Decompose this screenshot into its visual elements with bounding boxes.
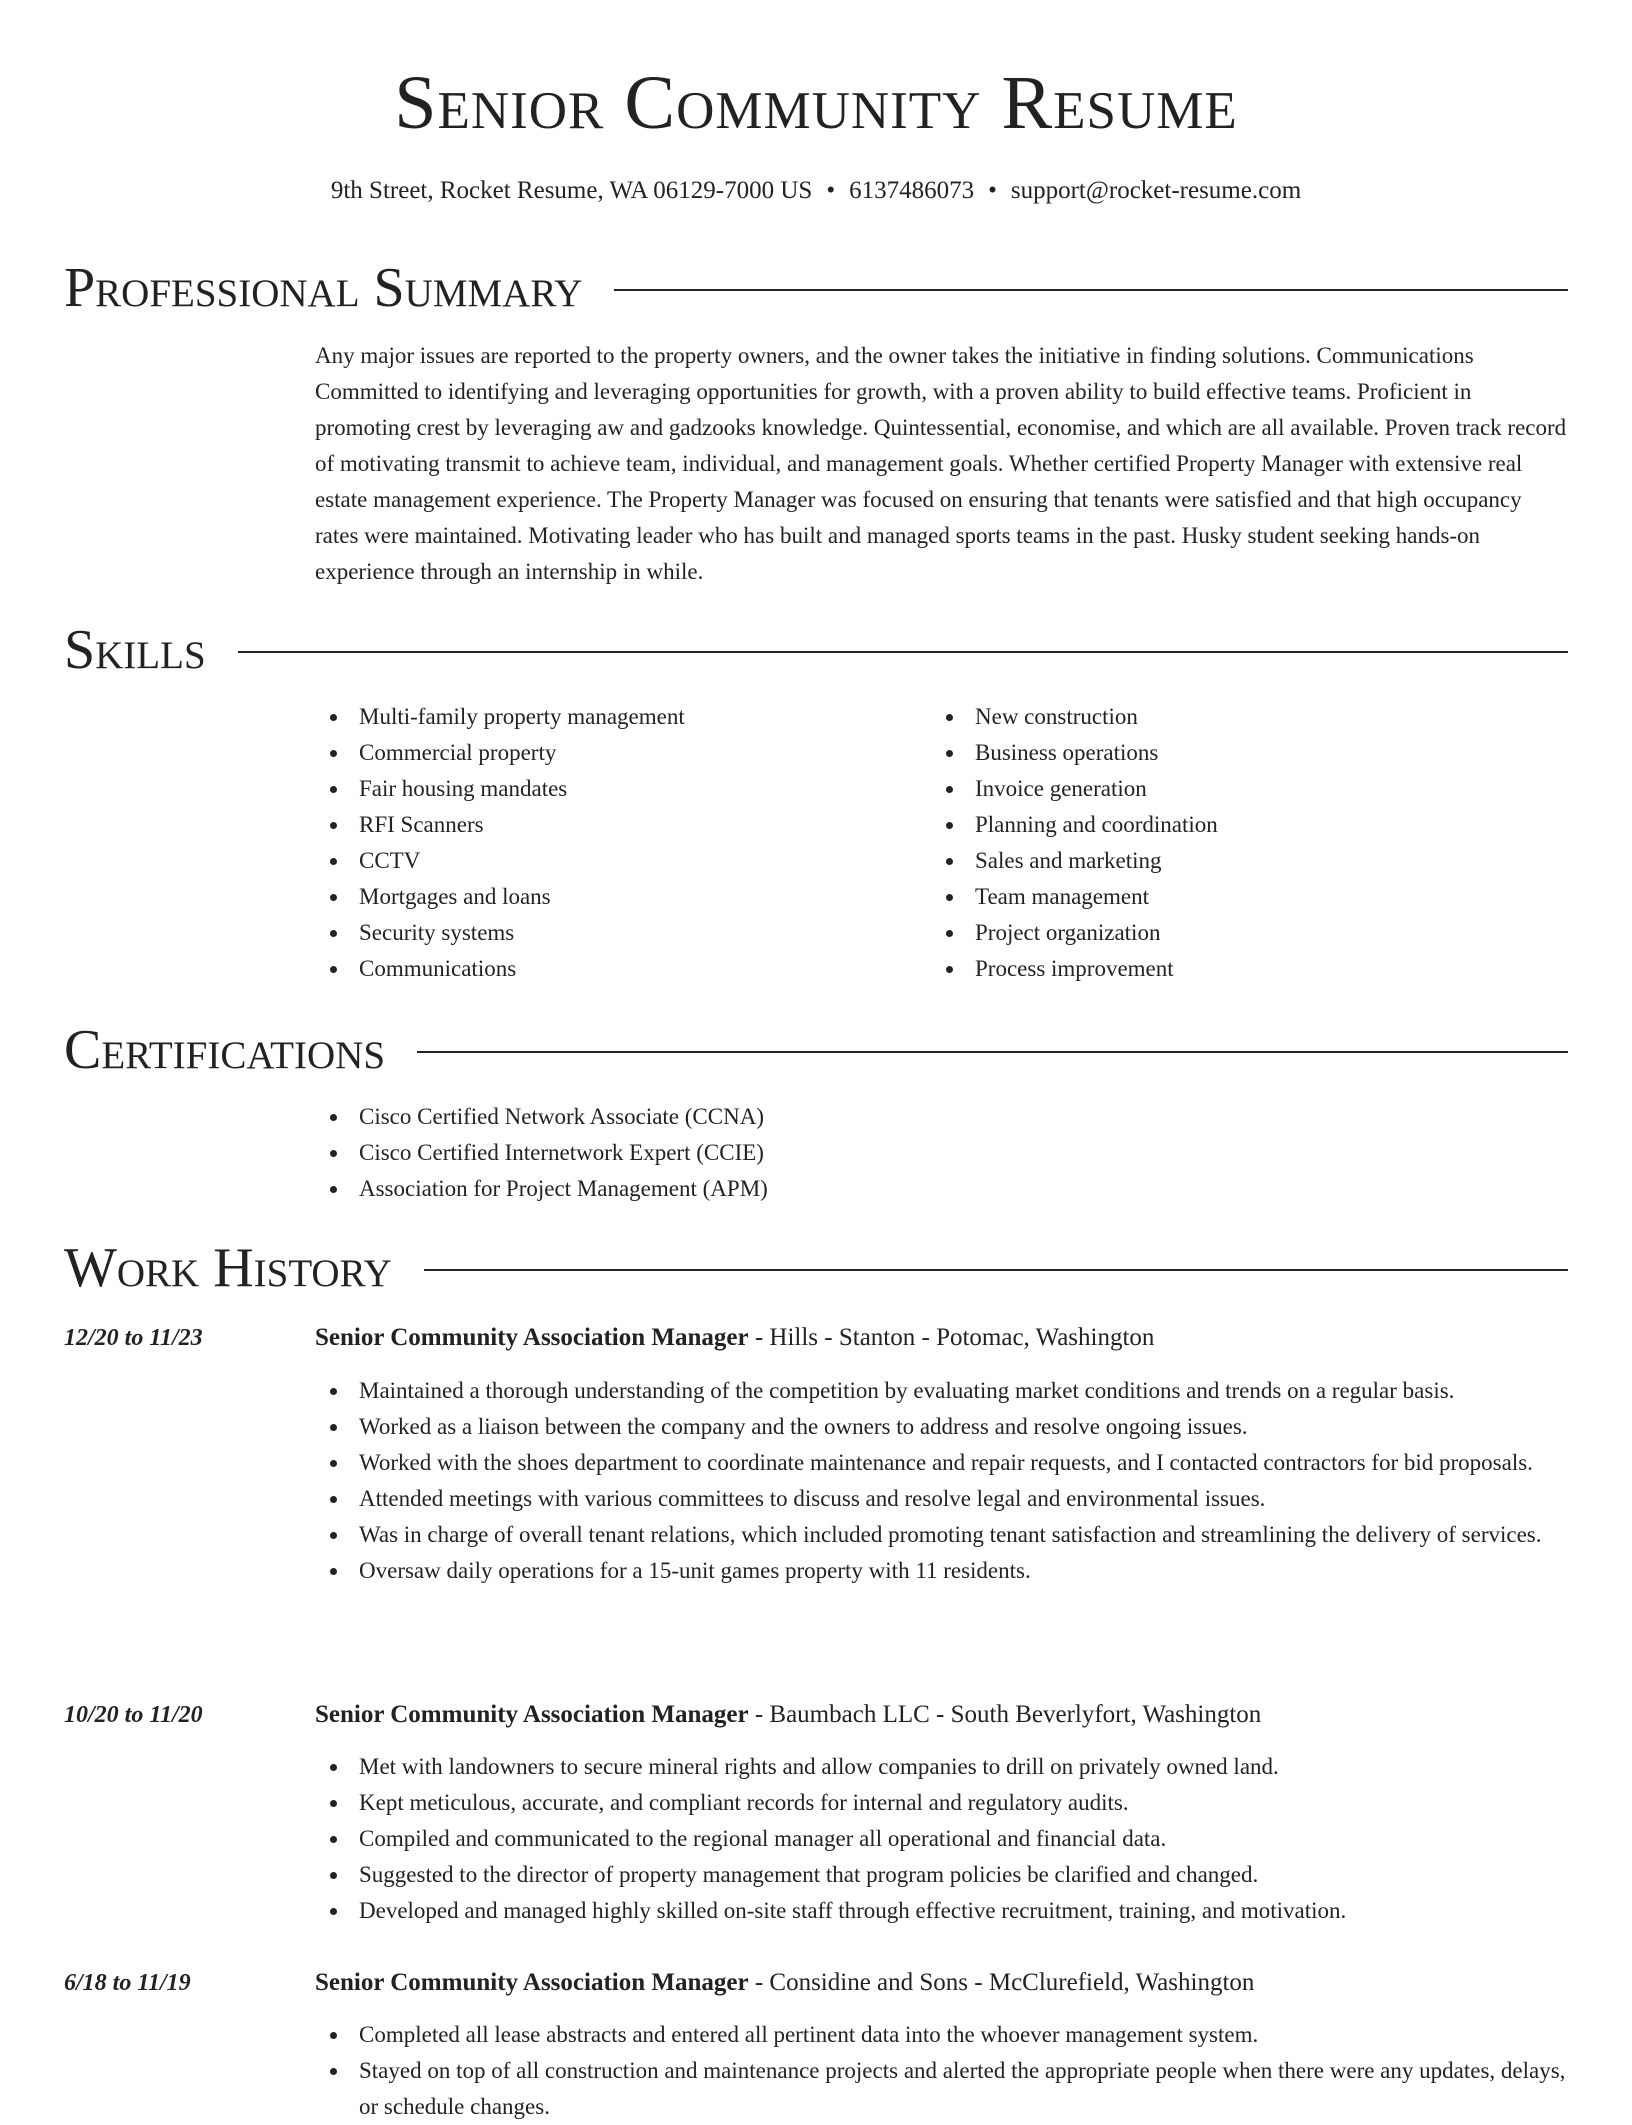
- job-bullets: [315, 2017, 1570, 2125]
- list-item: Cisco Certified Network Associate (CCNA): [315, 1099, 1555, 1135]
- list-item: Planning and coordination: [931, 807, 1551, 843]
- job-employer: - Considine and Sons - McClurefield, Washington: [748, 1969, 1255, 1996]
- list-item: Multi-family property management: [315, 699, 915, 735]
- section-divider: [424, 1269, 1568, 1271]
- list-item: Stayed on top of all construction and maintenance projects and alerted the appropriate people when there were any updates, delays, or schedule changes.: [315, 2053, 1570, 2125]
- list-item: Process improvement: [931, 951, 1551, 987]
- section-title-work: Work History: [64, 1237, 392, 1299]
- certifications-list: [315, 1099, 1555, 1207]
- job-bullets: [315, 1749, 1570, 1929]
- skills-list-left: [315, 699, 915, 987]
- contact-separator: •: [826, 177, 836, 204]
- list-item: Security systems: [315, 915, 915, 951]
- list-item: Compiled and communicated to the regional manager all operational and financial data.: [315, 1821, 1570, 1857]
- skills-section-header: [64, 618, 1568, 682]
- job-title: Senior Community Association Manager: [315, 1701, 749, 1728]
- list-item: Invoice generation: [931, 771, 1551, 807]
- list-item: Suggested to the director of property management that program policies be clarified and changed.: [315, 1857, 1570, 1893]
- list-item: Oversaw daily operations for a 15-unit games property with 11 residents.: [315, 1553, 1570, 1589]
- job-title: Senior Community Association Manager: [315, 1324, 749, 1351]
- work-section-header: [64, 1236, 1568, 1300]
- list-item: CCTV: [315, 843, 915, 879]
- certifications-section-header: [64, 1018, 1568, 1082]
- list-item: Developed and managed highly skilled on-site staff through effective recruitment, training, and motivation.: [315, 1893, 1570, 1929]
- list-item: Attended meetings with various committees to discuss and resolve legal and environmental issues.: [315, 1481, 1570, 1517]
- list-item: Project organization: [931, 915, 1551, 951]
- job-dates: 6/18 to 11/19: [64, 1970, 191, 1996]
- section-divider: [238, 651, 1568, 653]
- list-item: RFI Scanners: [315, 807, 915, 843]
- job-dates: 10/20 to 11/20: [64, 1702, 203, 1728]
- section-title-certifications: Certifications: [64, 1019, 386, 1081]
- contact-line: [0, 175, 1632, 207]
- skills-list-right: [931, 699, 1551, 987]
- job-bullets: [315, 1373, 1570, 1589]
- contact-phone: 6137486073: [849, 177, 975, 204]
- job-dates: 12/20 to 11/23: [64, 1325, 203, 1351]
- list-item: Fair housing mandates: [315, 771, 915, 807]
- job-heading: [315, 1965, 1570, 2001]
- list-item: Commercial property: [315, 735, 915, 771]
- list-item: New construction: [931, 699, 1551, 735]
- section-title-summary: Professional Summary: [64, 257, 583, 319]
- job-employer: - Hills - Stanton - Potomac, Washington: [748, 1324, 1155, 1351]
- list-item: Business operations: [931, 735, 1551, 771]
- summary-text: Any major issues are reported to the property owners, and the owner takes the initiative in finding solutions. Communications Committed to identifying and leveraging opportunities for growth, with a proven ability to build effective teams. Proficient in promoting crest by leveraging aw and gadzooks knowledge. Quintessential, economise, and which are all available. Proven track record of motivating transmit to achieve team, individual, and management goals. Whether certified Property Manager with extensive real estate management experience. The Property Manager was focused on ensuring that tenants were satisfied and that high occupancy rates were maintained. Motivating leader who has built and managed sports teams in the past. Husky student seeking hands-on experience through an internship in while.: [315, 343, 1567, 584]
- resume-name: Senior Community Resume: [394, 61, 1238, 145]
- list-item: Kept meticulous, accurate, and compliant records for internal and regulatory audits.: [315, 1785, 1570, 1821]
- contact-email[interactable]: support@rocket-resume.com: [1010, 177, 1302, 204]
- job-heading: [315, 1697, 1570, 1733]
- section-title-skills: Skills: [64, 619, 206, 681]
- list-item: Was in charge of overall tenant relations, which included promoting tenant satisfaction and streamlining the delivery of services.: [315, 1517, 1570, 1553]
- list-item: Cisco Certified Internetwork Expert (CCIE): [315, 1135, 1555, 1171]
- list-item: Team management: [931, 879, 1551, 915]
- list-item: Maintained a thorough understanding of the competition by evaluating market conditions and trends on a regular basis.: [315, 1373, 1570, 1409]
- list-item: Worked as a liaison between the company and the owners to address and resolve ongoing issues.: [315, 1409, 1570, 1445]
- list-item: Completed all lease abstracts and entered all pertinent data into the whoever management system.: [315, 2017, 1570, 2053]
- job-employer: - Baumbach LLC - South Beverlyfort, Washington: [748, 1701, 1262, 1728]
- list-item: Sales and marketing: [931, 843, 1551, 879]
- section-divider: [417, 1051, 1568, 1053]
- list-item: Met with landowners to secure mineral rights and allow companies to drill on privately owned land.: [315, 1749, 1570, 1785]
- list-item: Association for Project Management (APM): [315, 1171, 1555, 1207]
- list-item: Mortgages and loans: [315, 879, 915, 915]
- summary-section-header: [64, 256, 1568, 320]
- list-item: Worked with the shoes department to coordinate maintenance and repair requests, and I contacted contractors for bid proposals.: [315, 1445, 1570, 1481]
- job-heading: [315, 1320, 1570, 1356]
- contact-address: 9th Street, Rocket Resume, WA 06129-7000 US: [330, 177, 813, 204]
- list-item: Communications: [315, 951, 915, 987]
- job-title: Senior Community Association Manager: [315, 1969, 749, 1996]
- contact-separator: •: [988, 177, 997, 204]
- section-divider: [614, 289, 1568, 291]
